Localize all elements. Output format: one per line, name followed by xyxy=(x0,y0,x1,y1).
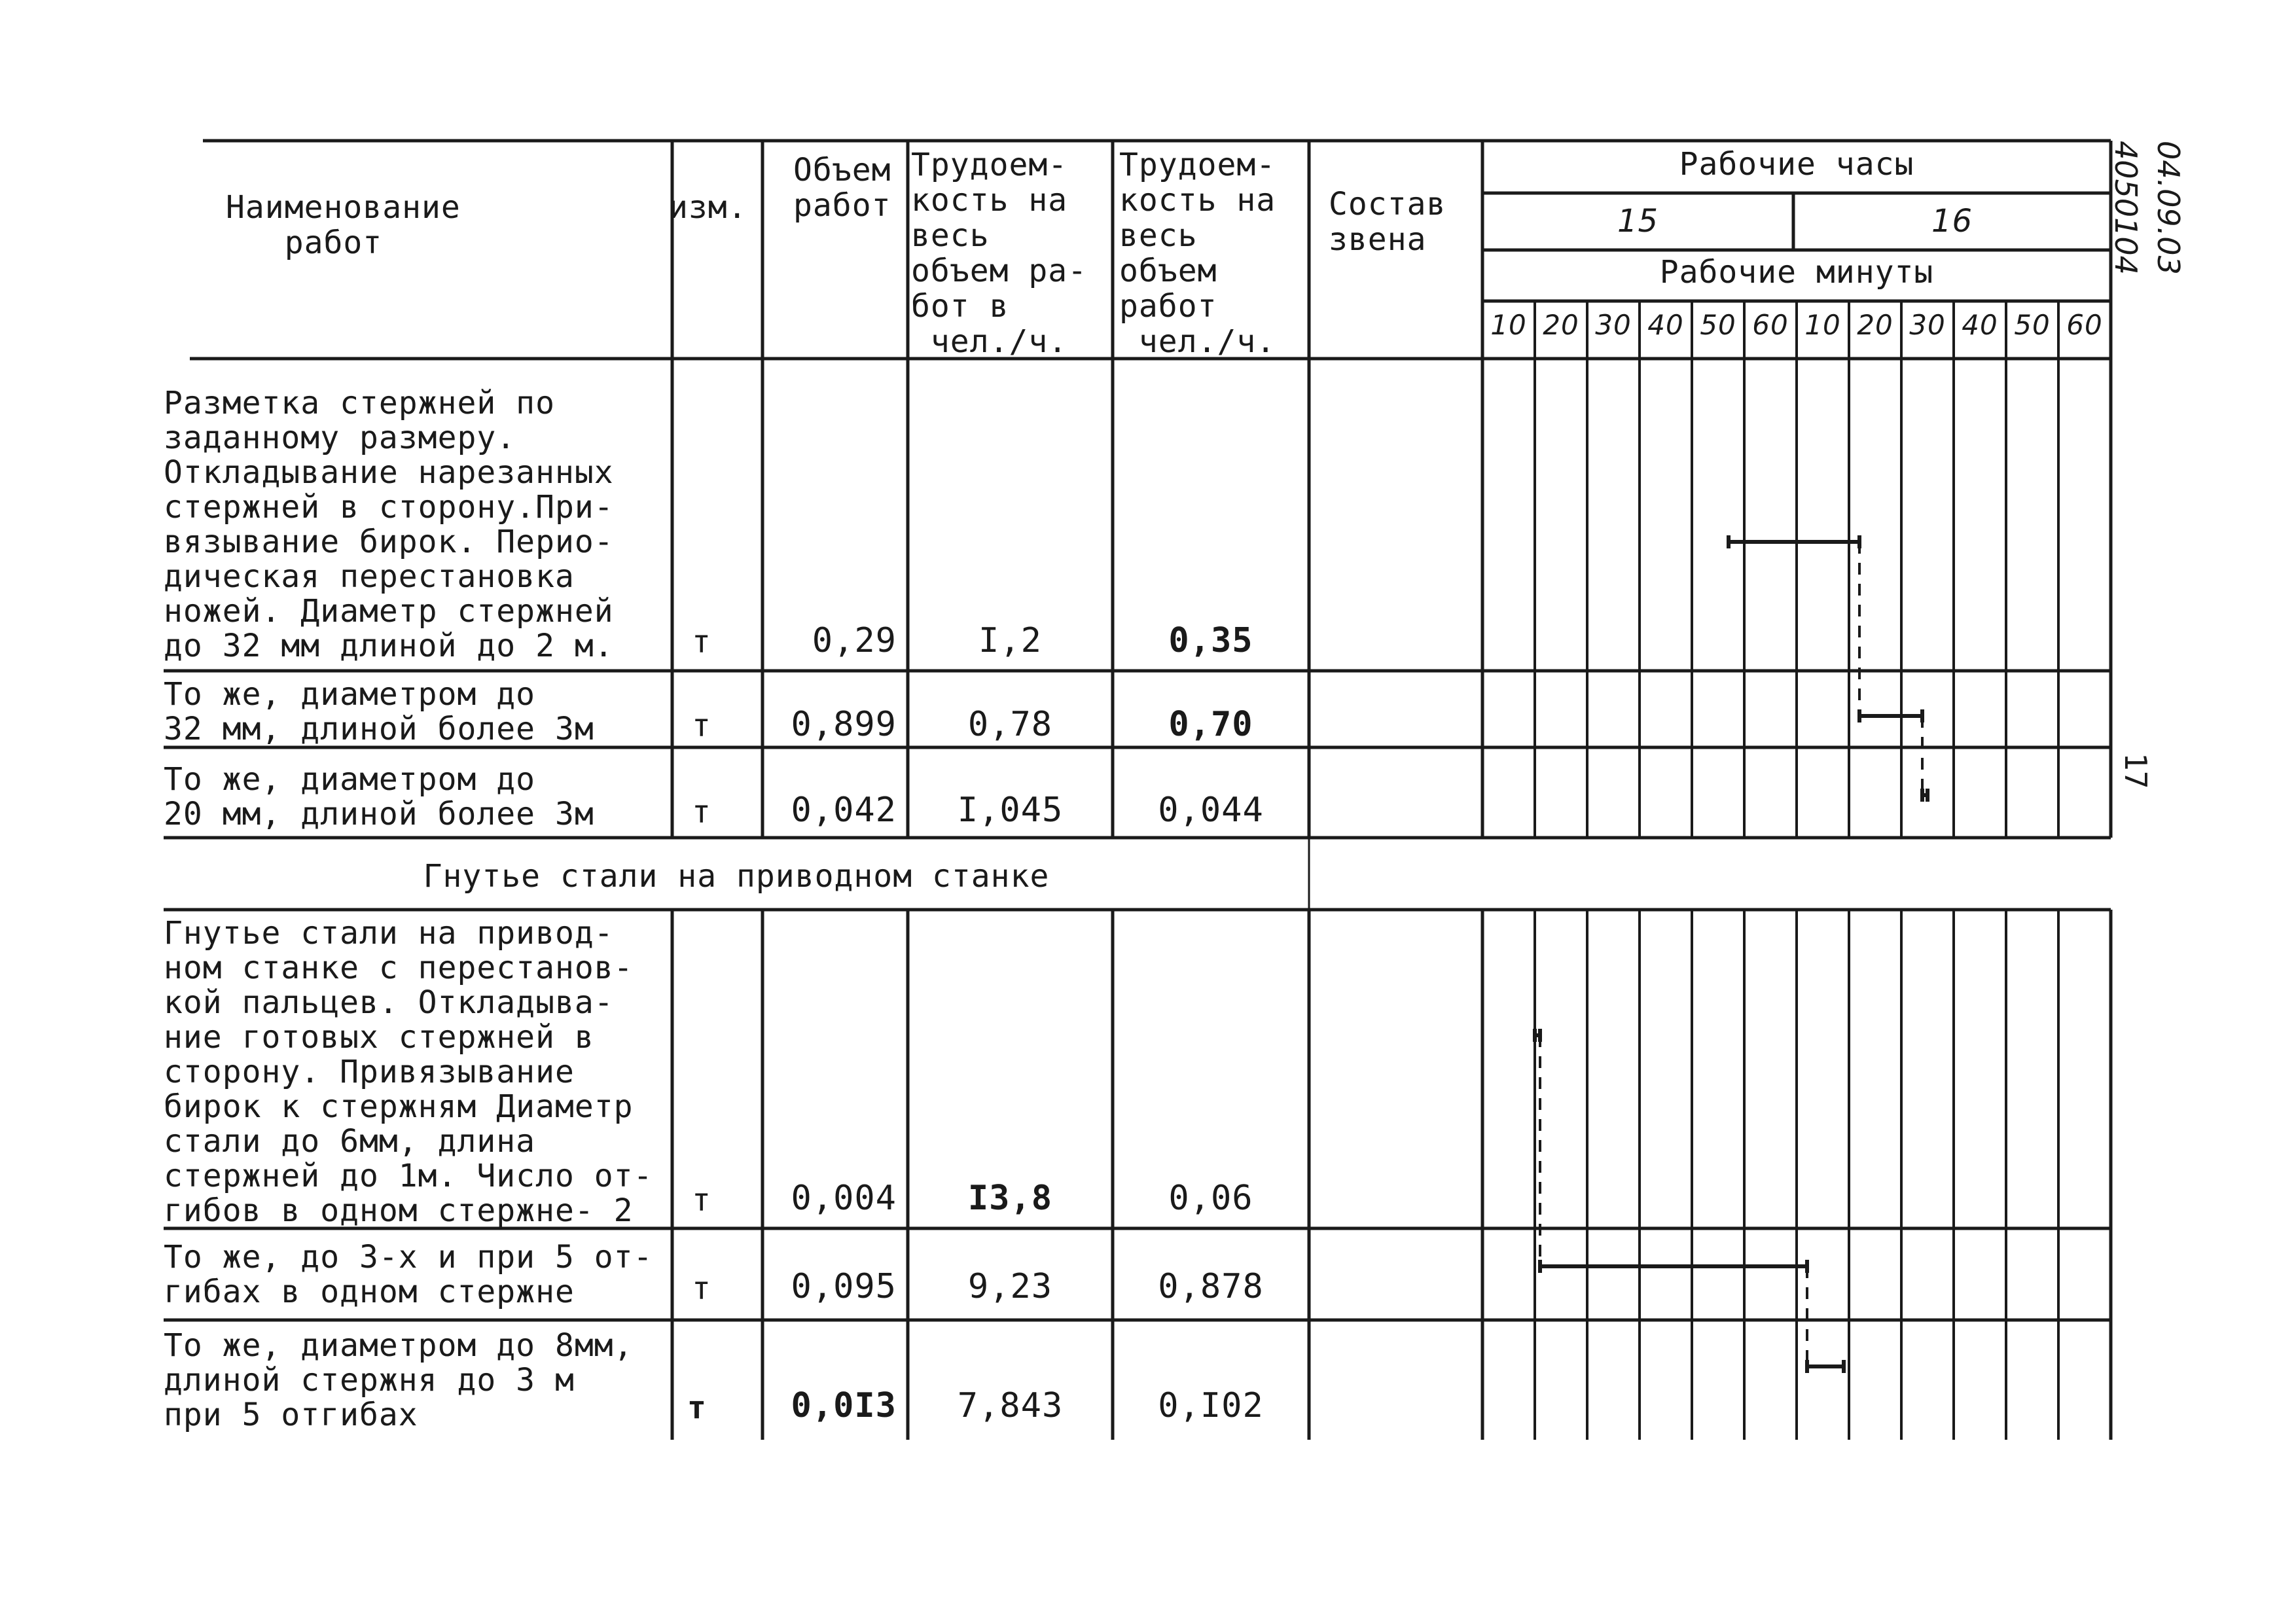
row1-labor: I,2 xyxy=(978,621,1042,660)
header-labor-total: Трудоем- кость на весь объем ра- бот в чел./ч. xyxy=(911,147,1088,360)
row5-volume: 0,095 xyxy=(791,1267,897,1306)
minute-label: 40 xyxy=(1647,309,1684,341)
minute-label: 10 xyxy=(1490,309,1527,341)
minute-label: 50 xyxy=(2014,309,2051,341)
minute-label: 60 xyxy=(2066,309,2103,341)
row2-labor: 0,78 xyxy=(967,705,1053,744)
minute-label: 50 xyxy=(1700,309,1736,341)
minute-label: 40 xyxy=(1962,309,1998,341)
row4-labor2: 0,06 xyxy=(1168,1179,1253,1218)
row1-name: Разметка стержней по заданному размеру. Откладывание нарезанных стержней в сторону.При- вязывание бирок. Перио- дическая перестановка ножей. Диаметр стержней до 32 мм длиной до 2 м. xyxy=(164,385,614,664)
row6-volume: 0,0I3 xyxy=(791,1386,897,1425)
header-unit: изм. xyxy=(669,189,747,226)
row3-volume: 0,042 xyxy=(791,791,897,830)
header-volume: Объем работ xyxy=(793,152,891,224)
row6-labor: 7,843 xyxy=(957,1386,1064,1425)
minute-label: 10 xyxy=(1804,309,1841,341)
side-code-1: 04.09.03 xyxy=(2151,141,2186,275)
header-minutes-title: Рабочие минуты xyxy=(1659,254,1934,291)
row3-labor: I,045 xyxy=(957,791,1064,830)
row3-unit: т xyxy=(692,794,711,830)
row5-labor2: 0,878 xyxy=(1158,1267,1264,1306)
header-hours-title: Рабочие часы xyxy=(1679,146,1914,183)
row4-volume: 0,004 xyxy=(791,1179,897,1218)
row5-name: То же, до 3-х и при 5 от- гибах в одном стержне xyxy=(164,1239,653,1310)
minute-label: 30 xyxy=(1595,309,1632,341)
row4-labor: I3,8 xyxy=(967,1179,1053,1218)
row3-name: То же, диаметром до 20 мм, длиной более 3м xyxy=(164,761,594,832)
header-labor-total-2: Трудоем- кость на весь объем работ чел./ч. xyxy=(1119,147,1276,360)
row6-labor2: 0,I02 xyxy=(1158,1386,1264,1425)
row1-labor2: 0,35 xyxy=(1168,621,1253,660)
header-name: Наименование работ xyxy=(226,189,461,261)
row2-volume: 0,899 xyxy=(791,705,897,744)
row3-labor2: 0,044 xyxy=(1158,791,1264,830)
row6-unit: т xyxy=(687,1389,707,1426)
row2-name: То же, диаметром до 32 мм, длиной более 3м xyxy=(164,676,594,747)
section-title: Гнутье стали на приводном станке xyxy=(423,858,1050,895)
header-hour-15: 15 xyxy=(1617,203,1659,240)
row2-unit: т xyxy=(692,707,711,744)
minute-label: 20 xyxy=(1857,309,1893,341)
row5-unit: т xyxy=(692,1270,711,1307)
minute-label: 20 xyxy=(1543,309,1579,341)
minute-label: 60 xyxy=(1752,309,1789,341)
row4-unit: т xyxy=(692,1182,711,1219)
row4-name: Гнутье стали на привод- ном станке с перестанов- кой пальцев. Откладыва- ние готовых стержней в сторону. Привязывание бирок к стержням Диаметр стали до 6мм, длина стержней до 1м. Число от- гибов в одном стержне- 2 xyxy=(164,915,653,1229)
row5-labor: 9,23 xyxy=(967,1267,1053,1306)
row1-unit: т xyxy=(692,624,711,660)
minute-label: 30 xyxy=(1909,309,1946,341)
header-hour-16: 16 xyxy=(1931,203,1973,240)
row6-name: То же, диаметром до 8мм, длиной стержня до 3 м при 5 отгибах xyxy=(164,1327,634,1433)
side-code-2: 4050104 xyxy=(2108,141,2144,275)
row1-volume: 0,29 xyxy=(812,621,897,660)
header-crew: Состав звена xyxy=(1329,186,1446,258)
page-number: 17 xyxy=(2118,753,2153,789)
row2-labor2: 0,70 xyxy=(1168,705,1253,744)
